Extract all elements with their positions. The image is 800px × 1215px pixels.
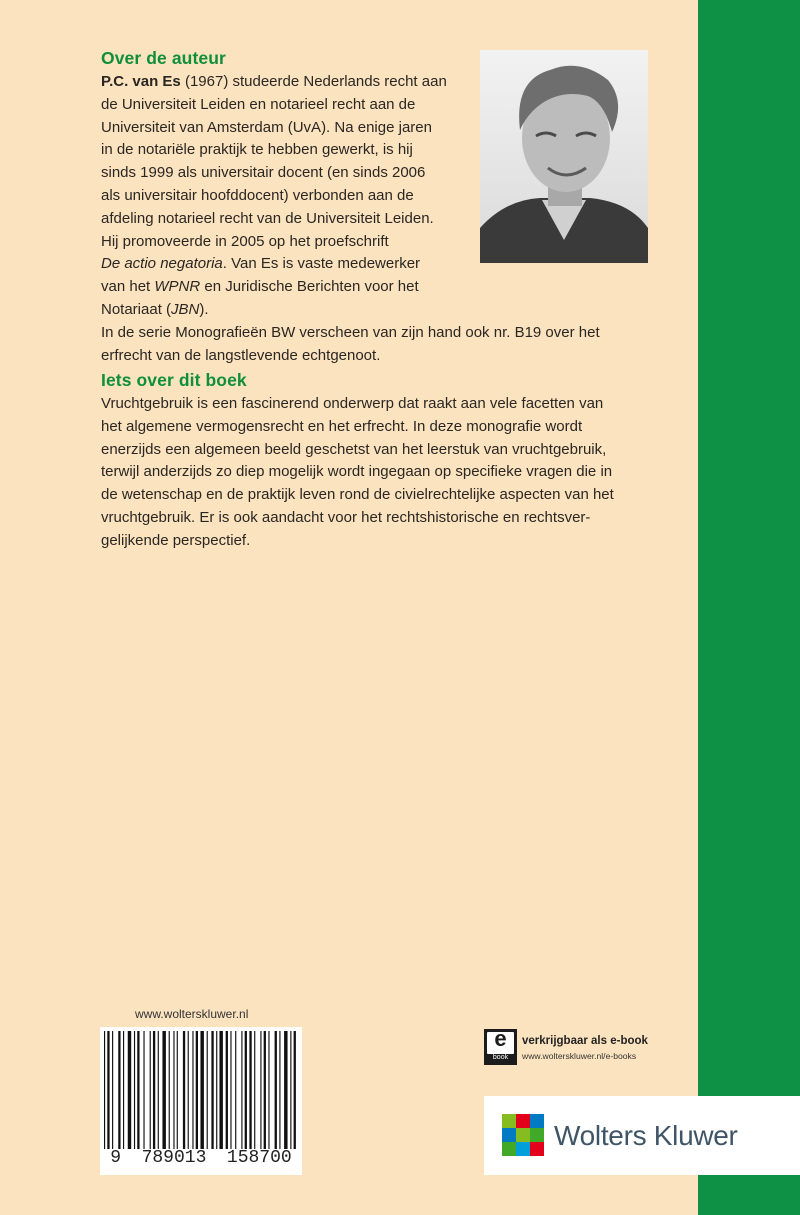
ebook-availability: verkrijgbaar als e-book (522, 1035, 648, 1047)
description-line: de wetenschap en de praktijk leven rond de civielrechtelijke aspecten van het (101, 486, 614, 504)
isbn-digit-group: 789013 (141, 1148, 207, 1168)
website-link[interactable]: www.wolterskluwer.nl (135, 1007, 249, 1021)
barcode (100, 1027, 302, 1175)
description-line: terwijl anderzijds zo diep mogelijk wordt ingegaan op specifieke vragen die in (101, 463, 613, 481)
isbn-digit-group: 158700 (226, 1148, 292, 1168)
author-heading: Over de auteur (101, 48, 226, 68)
author-name: P.C. van Es (101, 73, 181, 90)
bio-line: afdeling notarieel recht van de Universiteit Leiden. (101, 209, 434, 227)
thesis-title: De actio negatoria (101, 255, 223, 273)
green-side-band (698, 0, 800, 1215)
bio-line: De actio negatoria. Van Es is vaste medewerker (101, 255, 421, 273)
isbn-number (100, 1148, 302, 1168)
bio-line: van het WPNR en Juridische Berichten voor het (101, 278, 419, 296)
description-line: enerzijds een algemeen beeld geschetst van het leerstuk van vruchtgebruik, (101, 440, 607, 458)
description-line: gelijkende perspectief. (101, 531, 251, 549)
author-portrait-image (480, 50, 648, 263)
bio-line: sinds 1999 als universitair docent (en sinds 2006 (101, 164, 426, 182)
bio-line: in de notariële praktijk te hebben gewerkt, is hij (101, 141, 413, 159)
bio-line: de Universiteit Leiden en notarieel recht aan de (101, 95, 416, 113)
bio-line: Hij promoveerde in 2005 op het proefschrift (101, 232, 389, 250)
publisher-name: Wolters Kluwer (554, 1120, 738, 1151)
barcode-bars (102, 1031, 298, 1149)
book-heading: Iets over dit boek (101, 370, 247, 390)
jbn-title: JBN (171, 300, 200, 318)
bio-line: P.C. van Es (1967) studeerde Nederlands recht aan (101, 73, 447, 90)
wpnr-title: WPNR (154, 278, 201, 296)
wolters-kluwer-logo-icon (501, 1113, 545, 1157)
book-description (101, 393, 614, 553)
bio-line: In de serie Monografieën BW verscheen van zijn hand ook nr. B19 over het (101, 323, 600, 341)
publisher-logo-box (484, 1096, 800, 1175)
description-line: het algemene vermogensrecht en het erfrecht. In deze monografie wordt (101, 417, 583, 435)
isbn-digit-group: 9 (110, 1148, 122, 1168)
bio-line: Notariaat (JBN). (101, 300, 209, 318)
bio-line: erfrecht van de langstlevende echtgenoot. (101, 346, 381, 364)
ebook-icon-letter: e (494, 1026, 507, 1051)
ebook-link[interactable]: www.wolterskluwer.nl/e-books (522, 1051, 637, 1061)
ebook-icon (484, 1026, 517, 1065)
bio-line: Universiteit van Amsterdam (UvA). Na enige jaren (101, 118, 432, 136)
author-photo (480, 50, 648, 263)
description-line: Vruchtgebruik is een fascinerend onderwerp dat raakt aan vele facetten van (101, 395, 604, 412)
ebook-icon-label: book (492, 1054, 509, 1061)
description-line: vruchtgebruik. Er is ook aandacht voor het rechtshistorische en rechtsver- (101, 508, 591, 526)
bio-line: als universitair hoofddocent) verbonden aan de (101, 186, 414, 204)
